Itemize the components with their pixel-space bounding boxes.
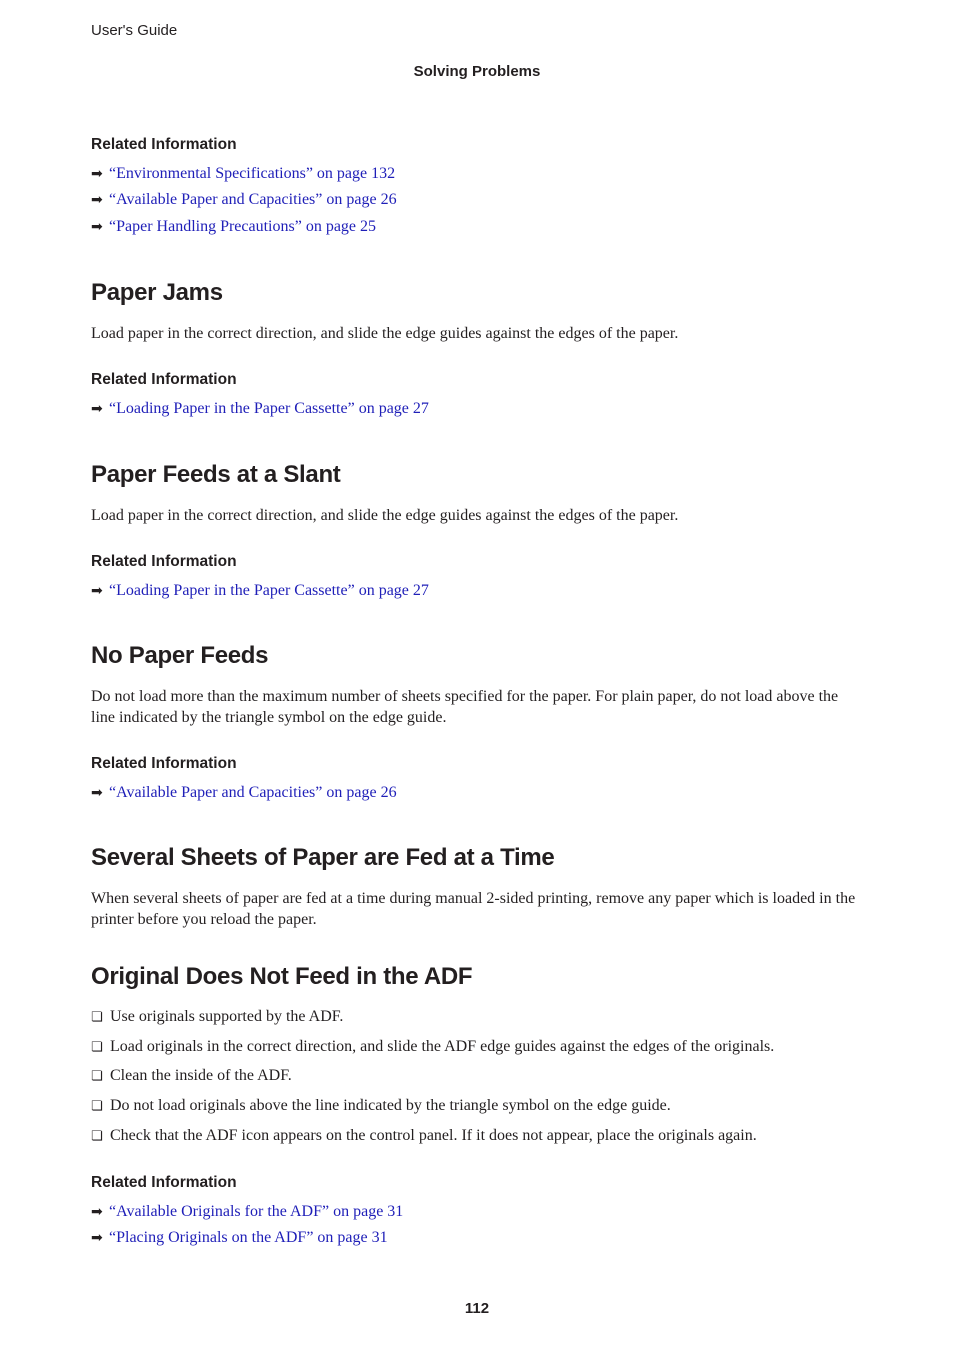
list-item-text: Check that the ADF icon appears on the control panel. If it does not appear, place the originals again. — [110, 1127, 757, 1144]
right-arrow-icon: ➡ — [91, 166, 103, 182]
section-body: Do not load more than the maximum number of sheets specified for the paper. For plain paper, do not load above the line indicated by the triangle symbol on the edge guide. — [91, 688, 839, 726]
list-item-text: Use originals supported by the ADF. — [110, 1008, 344, 1025]
list-item-text: Load originals in the correct direction, and slide the ADF edge guides against the edges of the originals. — [110, 1038, 775, 1055]
list-item-text: Do not load originals above the line indicated by the triangle symbol on the edge guide. — [110, 1097, 671, 1114]
list-item-text: Clean the inside of the ADF. — [110, 1067, 292, 1084]
checkbox-bullet-icon: ❏ — [91, 1010, 103, 1025]
related-link-text[interactable]: “Available Paper and Capacities” on page 26 — [109, 191, 397, 208]
section-title-original-does-not-feed: Original Does Not Feed in the ADF — [91, 963, 473, 990]
right-arrow-icon: ➡ — [91, 1204, 103, 1220]
checkbox-bullet-icon: ❏ — [91, 1129, 103, 1144]
related-link[interactable] — [91, 399, 429, 419]
section-title-paper-feeds-at-a-slant: Paper Feeds at a Slant — [91, 461, 341, 488]
related-link[interactable] — [91, 190, 397, 210]
checkbox-bullet-icon: ❏ — [91, 1069, 103, 1084]
related-link[interactable] — [91, 1228, 388, 1248]
list-item — [91, 1007, 861, 1028]
related-link-text[interactable]: “Loading Paper in the Paper Cassette” on page 27 — [109, 582, 429, 599]
section-body: When several sheets of paper are fed at a time during manual 2-sided printing, remove any paper which is loaded in the printer before you reload the paper. — [91, 890, 856, 928]
related-information-heading: Related Information — [91, 1174, 237, 1191]
related-link[interactable] — [91, 217, 376, 237]
related-information-heading: Related Information — [91, 755, 237, 772]
right-arrow-icon: ➡ — [91, 219, 103, 235]
section-title-several-sheets: Several Sheets of Paper are Fed at a Time — [91, 844, 555, 871]
section-body: Load paper in the correct direction, and slide the edge guides against the edges of the paper. — [91, 507, 679, 524]
right-arrow-icon: ➡ — [91, 401, 103, 417]
section-title-no-paper-feeds: No Paper Feeds — [91, 642, 269, 669]
related-link-text[interactable]: “Loading Paper in the Paper Cassette” on page 27 — [109, 400, 429, 417]
related-information-heading: Related Information — [91, 371, 237, 388]
right-arrow-icon: ➡ — [91, 192, 103, 208]
right-arrow-icon: ➡ — [91, 583, 103, 599]
guide-title: User's Guide — [91, 22, 178, 39]
related-information-heading: Related Information — [91, 553, 237, 570]
list-item — [91, 1037, 861, 1058]
related-link[interactable] — [91, 1202, 403, 1222]
right-arrow-icon: ➡ — [91, 785, 103, 801]
checkbox-bullet-icon: ❏ — [91, 1040, 103, 1055]
related-link-text[interactable]: “Paper Handling Precautions” on page 25 — [109, 218, 377, 235]
section-body: Load paper in the correct direction, and slide the edge guides against the edges of the paper. — [91, 325, 679, 342]
related-information-heading: Related Information — [91, 136, 237, 153]
right-arrow-icon: ➡ — [91, 1230, 103, 1246]
checkbox-bullet-icon: ❏ — [91, 1099, 103, 1114]
related-link-text[interactable]: “Available Paper and Capacities” on page 26 — [109, 784, 397, 801]
related-link[interactable] — [91, 581, 429, 601]
chapter-title: Solving Problems — [413, 63, 541, 80]
related-link-text[interactable]: “Environmental Specifications” on page 132 — [109, 165, 396, 182]
related-link[interactable] — [91, 783, 397, 803]
list-item — [91, 1096, 861, 1117]
section-title-paper-jams: Paper Jams — [91, 279, 223, 306]
related-link-text[interactable]: “Available Originals for the ADF” on page 31 — [109, 1203, 404, 1220]
page-number: 112 — [464, 1300, 490, 1317]
list-item — [91, 1126, 861, 1147]
list-item — [91, 1066, 861, 1087]
related-link[interactable] — [91, 164, 395, 184]
related-link-text[interactable]: “Placing Originals on the ADF” on page 31 — [109, 1229, 388, 1246]
